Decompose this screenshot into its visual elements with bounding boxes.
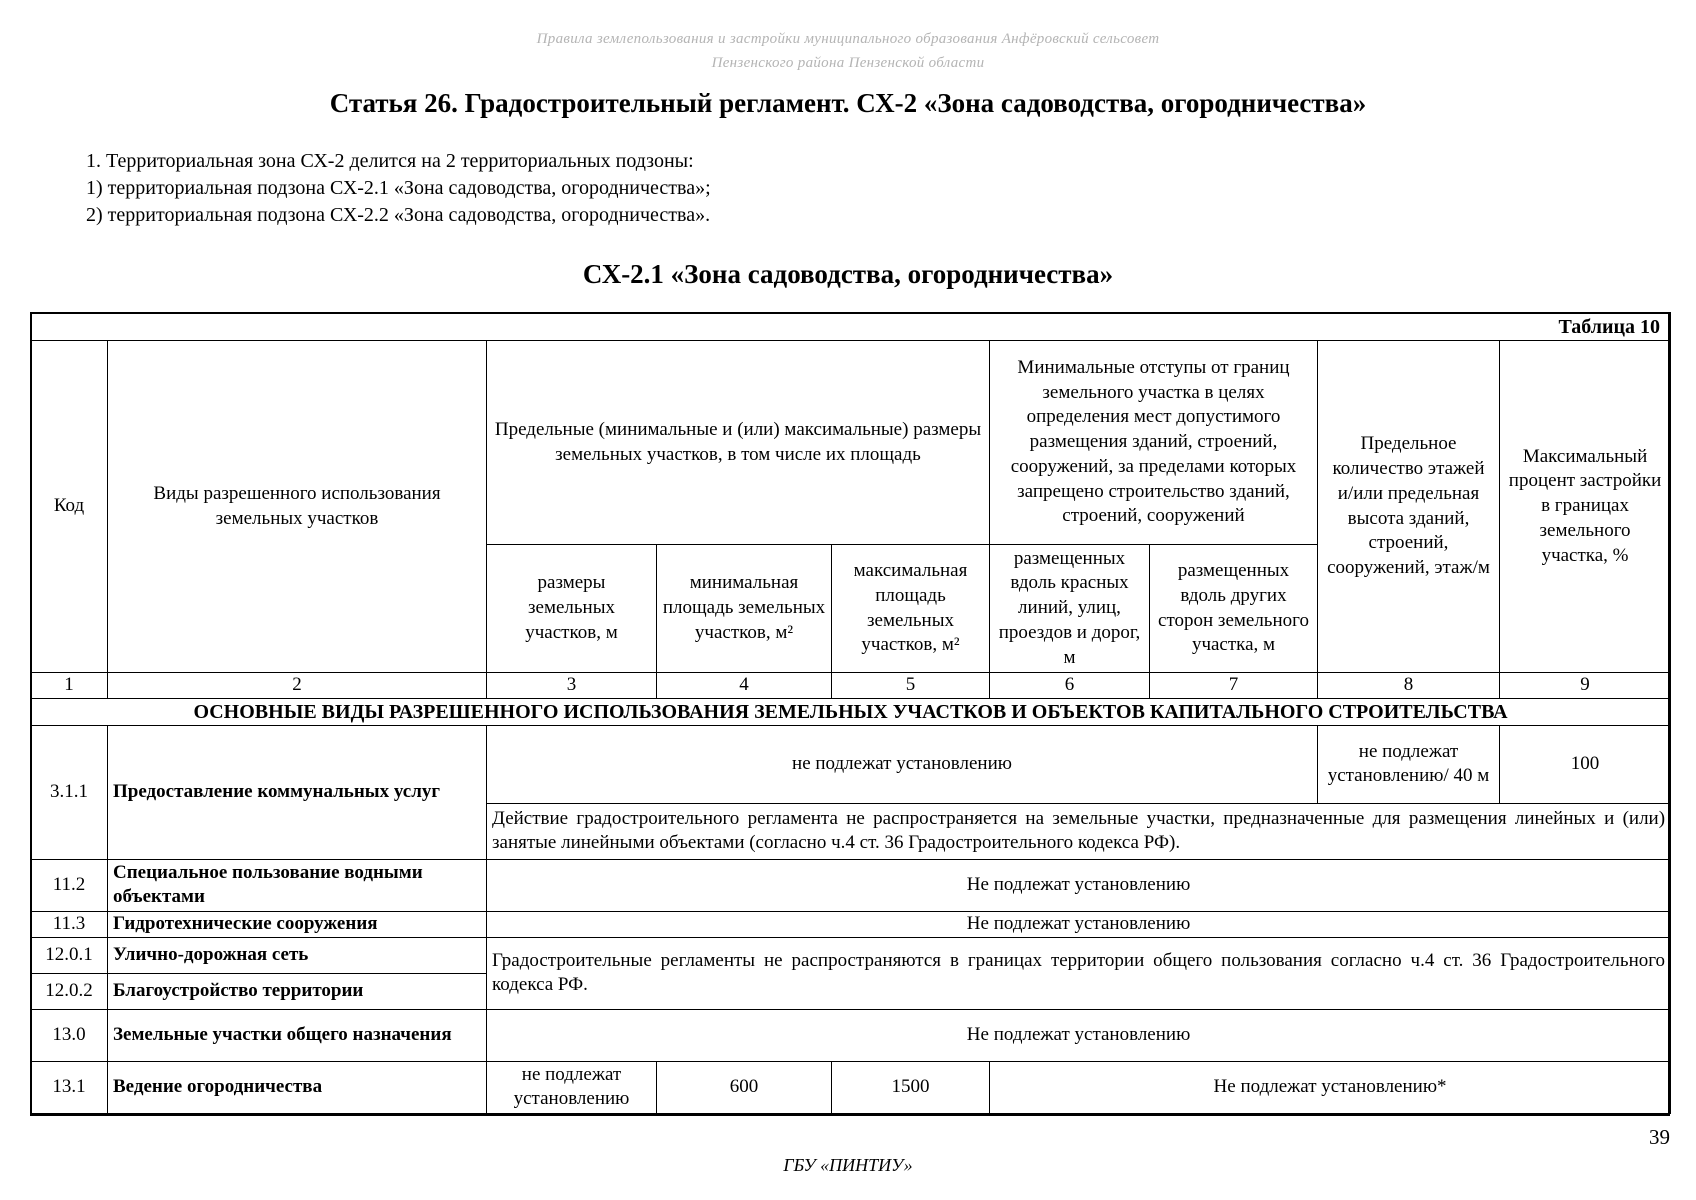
col-number: 7	[1150, 673, 1318, 699]
col-number: 4	[657, 673, 832, 699]
row-code: 12.0.2	[31, 973, 108, 1009]
col-number: 9	[1500, 673, 1671, 699]
header-code: Код	[31, 341, 108, 673]
row-name: Предоставление коммунальных услуг	[108, 725, 487, 859]
page-number: 39	[1649, 1125, 1670, 1149]
row-note: Градостроительные регламенты не распространяются в границах территории общего пользования согласно ч.4 ст. 36 Градостроительного кодекса РФ.	[487, 937, 1671, 1009]
row-name: Гидротехнические сооружения	[108, 911, 487, 937]
row-rest-value: Не подлежат установлению*	[990, 1061, 1671, 1113]
intro-line: 2) территориальная подзона СХ-2.2 «Зона садоводства, огородничества».	[86, 204, 711, 226]
row-merged-value: Не подлежат установлению	[487, 911, 1671, 937]
row-merged-value: Не подлежат установлению	[487, 1009, 1671, 1061]
table-row	[31, 1009, 1671, 1061]
row-merged-value: не подлежат установлению	[487, 725, 1318, 803]
page-footer: ГБУ «ПИНТИУ»	[783, 1155, 913, 1175]
row-floors: не подлежат установлению/ 40 м	[1318, 725, 1500, 803]
row-code: 13.1	[31, 1061, 108, 1113]
header-setback-red: размещенных вдоль красных линий, улиц, проездов и дорог, м	[990, 545, 1150, 673]
header-max-area: максимальная площадь земельных участков, м²	[832, 545, 990, 673]
header-floors: Предельное количество этажей и/или предельная высота зданий, строений, сооружений, этаж/м	[1318, 341, 1500, 673]
header-setbacks-group: Минимальные отступы от границ земельного участка в целях определения мест допустимого размещения зданий, строений, сооружений, за пределами которых запрещено строительство зданий, строений, сооружений	[990, 341, 1318, 545]
col-number: 2	[108, 673, 487, 699]
row-note: Действие градостроительного регламента не распространяется на земельные участки, предназначенные для размещения линейных и (или) занятые линейными объектами (согласно ч.4 ст. 36 Градостроительного кодекса РФ).	[487, 803, 1671, 859]
col-number: 6	[990, 673, 1150, 699]
row-code: 11.2	[31, 859, 108, 911]
row-name: Земельные участки общего назначения	[108, 1009, 487, 1061]
table-heading: СХ-2.1 «Зона садоводства, огородничества»	[582, 259, 1114, 289]
col-number: 1	[31, 673, 108, 699]
row-merged-value: Не подлежат установлению	[487, 859, 1671, 911]
column-number-row	[31, 673, 1671, 699]
row-code: 3.1.1	[31, 725, 108, 859]
table-row	[31, 1061, 1671, 1113]
table-row	[31, 859, 1671, 911]
regulation-table	[30, 312, 1671, 1114]
row-name: Специальное пользование водными объектами	[108, 859, 487, 911]
row-percent: 100	[1500, 725, 1671, 803]
row-name: Благоустройство территории	[108, 973, 487, 1009]
row-name: Ведение огородничества	[108, 1061, 487, 1113]
row-sizes: не подлежат установлению	[487, 1061, 657, 1113]
section-title: ОСНОВНЫЕ ВИДЫ РАЗРЕШЕННОГО ИСПОЛЬЗОВАНИЯ ЗЕМЕЛЬНЫХ УЧАСТКОВ И ОБЪЕКТОВ КАПИТАЛЬНОГО СТРОИТЕЛЬСТВА	[31, 698, 1671, 725]
row-code: 13.0	[31, 1009, 108, 1061]
row-code: 11.3	[31, 911, 108, 937]
header-sizes-group: Предельные (минимальные и (или) максимальные) размеры земельных участков, в том числе их площадь	[487, 341, 990, 545]
intro-line: 1) территориальная подзона СХ-2.1 «Зона садоводства, огородничества»;	[86, 177, 711, 199]
col-number: 3	[487, 673, 657, 699]
article-title: Статья 26. Градостроительный регламент. СХ-2 «Зона садоводства, огородничества»	[329, 88, 1367, 118]
header-use-types: Виды разрешенного использования земельных участков	[108, 341, 487, 673]
table-row	[31, 937, 1671, 973]
col-number: 8	[1318, 673, 1500, 699]
header-setback-other: размещенных вдоль других сторон земельного участка, м	[1150, 545, 1318, 673]
table-row	[31, 911, 1671, 937]
running-header-line-1: Правила землепользования и застройки муниципального образования Анфёровский сельсовет	[536, 31, 1160, 47]
header-min-area: минимальная площадь земельных участков, м²	[657, 545, 832, 673]
col-number: 5	[832, 673, 990, 699]
table-caption: Таблица 10	[31, 313, 1671, 341]
row-name: Улично-дорожная сеть	[108, 937, 487, 973]
row-code: 12.0.1	[31, 937, 108, 973]
row-max-area: 1500	[832, 1061, 990, 1113]
header-plot-sizes: размеры земельных участков, м	[487, 545, 657, 673]
row-min-area: 600	[657, 1061, 832, 1113]
table-row	[31, 725, 1671, 803]
running-header-line-2: Пензенского района Пензенской области	[711, 55, 985, 71]
header-max-percent: Максимальный процент застройки в границах земельного участка, %	[1500, 341, 1671, 673]
intro-line: 1. Территориальная зона СХ-2 делится на 2 территориальных подзоны:	[86, 150, 694, 172]
